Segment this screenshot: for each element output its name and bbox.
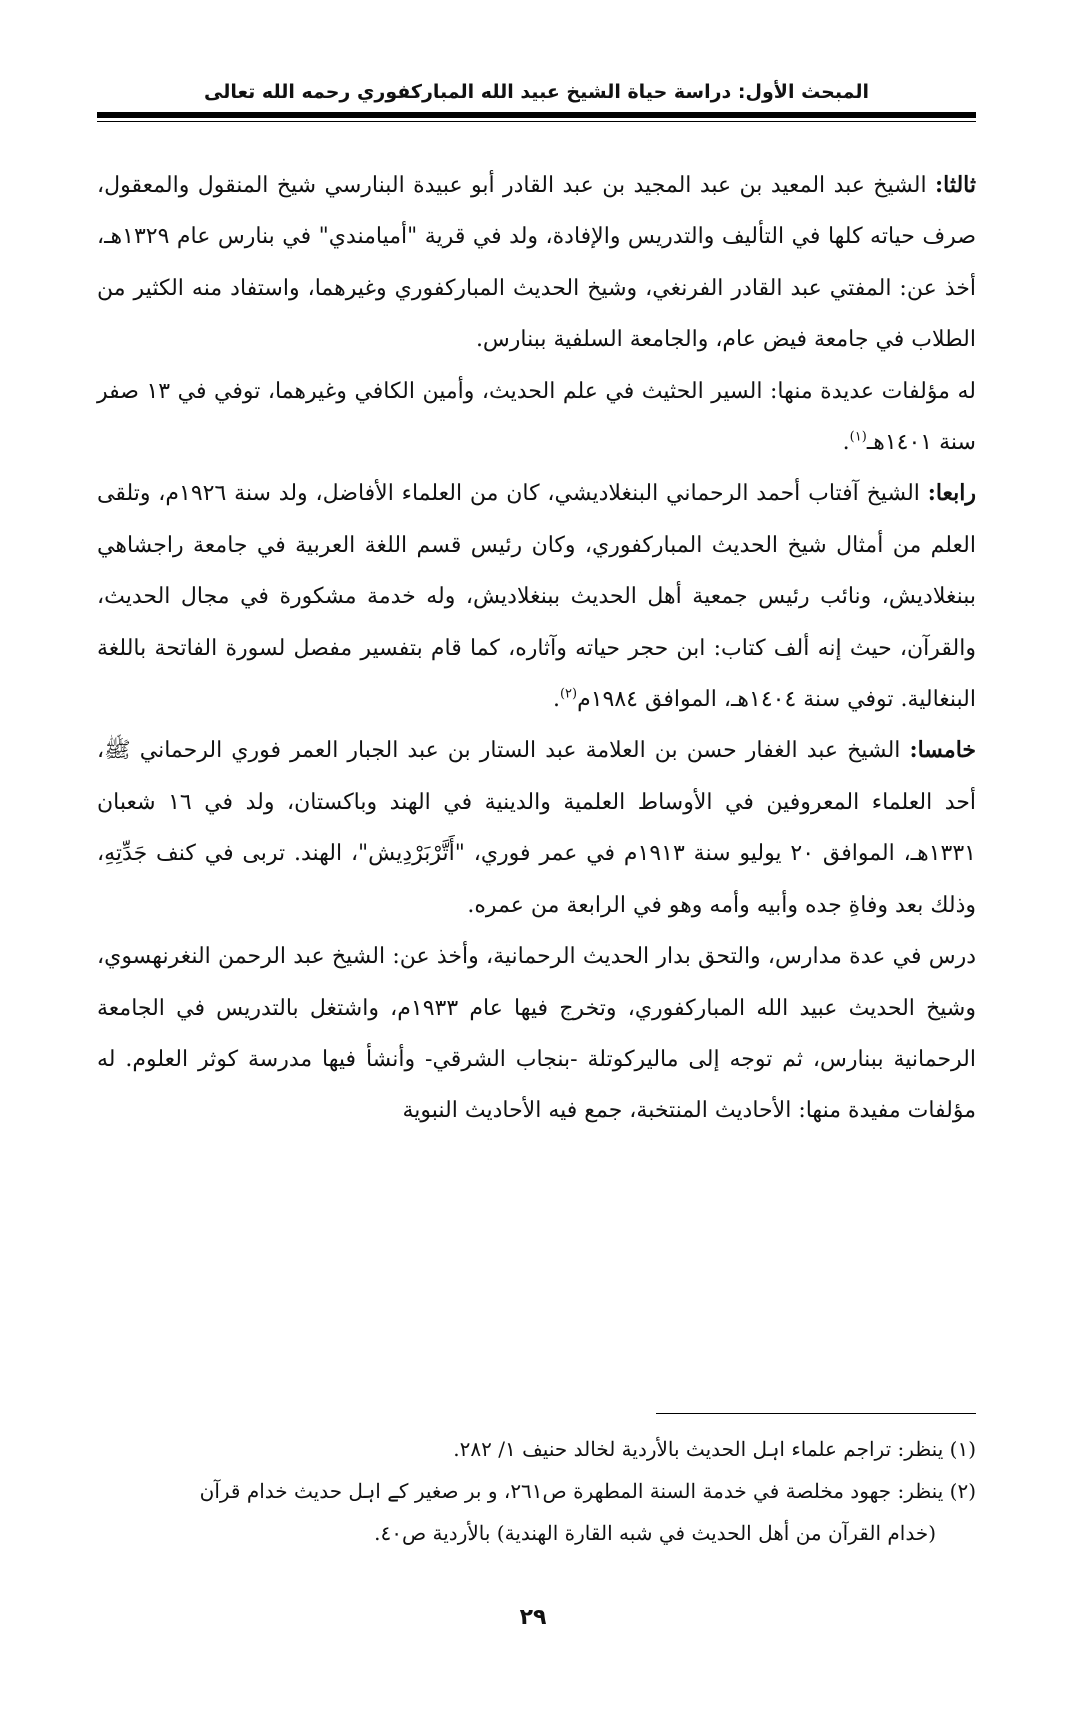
footnote-ref-2[interactable]: (٢) (559, 686, 578, 702)
paragraph-lead: ثالثا: (935, 172, 976, 198)
footnote-2-continuation: (خدام القرآن من أهل الحديث في شبه القارة الهندية) بالأردية ص٤٠. (374, 1521, 936, 1545)
page-number: ٢٩ (519, 1605, 547, 1630)
paragraph-text: درس في عدة مدارس، والتحق بدار الحديث الرحمانية، وأخذ عن: الشيخ عبد الرحمن النغرنهسوي، وشيخ الحديث عبيد الله المباركفوري، وتخرج فيها عام ١٩٣٣م، واشتغل بالتدريس في الجامعة الرحمانية ببنارس، ثم توجه إلى ماليركوتلة -بنجاب الشرقي- وأنشأ فيها مدرسة كوثر العلوم. له مؤلفات مفيدة منها: الأحاديث المنتخبة، جمع فيه الأحاديث النبوية (97, 944, 976, 1124)
footnotes (97, 1428, 976, 1554)
footnote-ref-1[interactable]: (١) (849, 429, 867, 445)
paragraph-muallafat (97, 366, 976, 469)
paragraph-lead: رابعا: (927, 480, 976, 507)
footnote-separator (656, 1413, 976, 1414)
paragraph-rabian (97, 468, 976, 725)
paragraph-thalithan (97, 160, 976, 366)
body-text (97, 160, 976, 1137)
paragraph-lead: خامسا: (909, 737, 976, 764)
footnote-1: (١) ينظر: تراجم علماء اہل الحدیث بالأردية لخالد حنيف ١/ ٢٨٢. (453, 1437, 976, 1461)
paragraph-end: . (842, 430, 850, 456)
paragraph-daras (97, 931, 976, 1137)
running-header: المبحث الأول: دراسة حياة الشيخ عبيد الله المباركفوري رحمه الله تعالى (203, 81, 870, 103)
header-rule-thin (97, 121, 976, 122)
paragraph-text: الشيخ عبد الغفار حسن بن العلامة عبد الستار بن عبد الجبار العمر فوري الرحماني ﷺ، أحد العلماء المعروفين في الأوساط العلمية والدينية في الهند وباكستان، ولد في ١٦ شعبان ١٣٣١هـ، الموافق ٢٠ يوليو سنة ١٩١٣م في عمر فوري، "أَتَّرْبَرْدِيش"، الهند. تربى في كنف جَدِّتِهِ، وذلك بعد وفاةِ جده وأبيه وأمه وهو في الرابعة من عمره. (97, 738, 976, 918)
paragraph-text: الشيخ آفتاب أحمد الرحماني البنغلاديشي، كان من العلماء الأفاضل، ولد سنة ١٩٢٦م، وتلقى العلم من أمثال شيخ الحديث المباركفوري، وكان رئيس قسم اللغة العربية في جامعة راجشاهي ببنغلاديش، ونائب رئيس جمعية أهل الحديث ببنغلاديش، وله خدمة مشكورة في مجال الحديث، والقرآن، حيث إنه ألف كتاب: ابن حجر حياته وآثاره، كما قام بتفسير مفصل لسورة الفاتحة باللغة البنغالية. توفي سنة ١٤٠٤هـ، الموافق ١٩٨٤م (97, 481, 976, 713)
paragraph-end: . (552, 687, 560, 713)
footnote-2: (٢) ينظر: جهود مخلصة في خدمة السنة المطهرة ص٢٦١، و بر صغیر کے اہل حدیث خدام قرآن (199, 1479, 976, 1503)
paragraph-text: له مؤلفات عديدة منها: السير الحثيث في علم الحديث، وأمين الكافي وغيرهما، توفي في ١٣ صفر سنة ١٤٠١هـ (97, 378, 976, 456)
header-rule-thick (97, 112, 976, 118)
paragraph-khamisan (97, 725, 976, 931)
paragraph-text: الشيخ عبد المعيد بن عبد المجيد بن عبد القادر أبو عبيدة البنارسي شيخ المنقول والمعقول، صرف حياته كلها في التأليف والتدريس والإفادة، ولد في قرية "أميامندي" في بنارس عام ١٣٢٩هـ، أخذ عن: المفتي عبد القادر الفرنغي، وشيخ الحديث المباركفوري وغيرهما، واستفاد منه الكثير من الطلاب في جامعة فيض عام، والجامعة السلفية ببنارس. (97, 173, 976, 353)
